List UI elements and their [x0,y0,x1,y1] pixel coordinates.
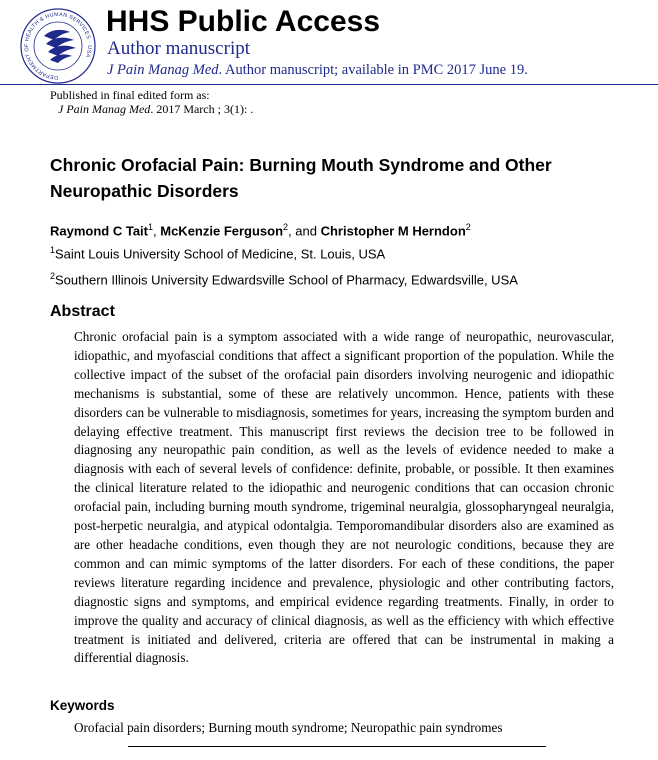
author-name[interactable]: Raymond C Tait [50,223,148,239]
affiliation [50,268,518,288]
author-affil-ref[interactable]: 1 [148,222,154,232]
published-citation [58,102,253,116]
author-name[interactable]: Christopher M Herndon [320,223,466,239]
published-citation-rest: . 2017 March ; 3(1): . [150,102,254,116]
affiliation-number: 1 [50,245,56,255]
keywords-text: Orofacial pain disorders; Burning mouth syndrome; Neuropathic pain syndromes [74,720,503,735]
affiliation-number: 2 [50,271,56,281]
affiliation-text: Saint Louis University School of Medicine, St. Louis, USA [55,246,386,262]
banner-title: HHS Public Access [106,5,380,38]
banner-citation [107,61,528,79]
author-list [50,219,471,239]
affiliation [50,242,385,262]
logo-ring-text: DEPARTMENT OF HEALTH & HUMAN SERVICES · USA [24,11,93,81]
banner-journal[interactable]: J Pain Manag Med [107,62,219,78]
published-journal[interactable]: J Pain Manag Med [58,102,151,116]
keywords-heading: Keywords [50,698,115,713]
author-separator: , and [288,223,321,239]
eagle-icon [44,30,76,63]
banner-divider [0,84,658,85]
banner-availability: . Author manuscript; available in PMC 2017 June 19. [218,62,528,78]
hhs-logo [14,6,102,86]
affiliation-text: Southern Illinois University Edwardsville School of Pharmacy, Edwardsville, USA [55,272,518,288]
abstract-text: Chronic orofacial pain is a symptom associated with a wide range of neuropathic, neurovascular, idiopathic, and myofascial conditions that affect a significant proportion of the population. While the collective impact of the subset of the orofacial pain disorders involving neurogenic and idiopathic mechanisms is substantial, some of these are relatively uncommon. Hence, patients with these disorders can be vulnerable to misdiagnosis, sometimes for years, increasing the symptom burden and delaying effective treatment. This manuscript first reviews the decision tree to be followed in diagnosing any neuropathic pain condition, as well as the levels of evidence needed to make a diagnosis with each of several levels of confidence: definite, probable, or possible. It then examines the clinical literature related to the idiopathic and neurogenic conditions that can occasion chronic orofacial pain, including burning mouth syndrome, trigeminal neuralgia, glossopharyngeal neuralgia, post-herpetic neuralgia, and atypical odontalgia. Temporomandibular disorders also are examined as are other headache conditions, even though they are not neurologic conditions, because they are common and can mimic symptoms of the latter disorders. For each of these conditions, the paper reviews literature regarding incidence and prevalence, physiologic and other contributing factors, diagnostic signs and symptoms, and empirical evidence regarding treatments. Finally, in order to improve the quality and accuracy of clinical diagnosis, as well as the efficiency with which effective treatment is initiated and delivered, criteria are offered that can be instrumental in making a differential diagnosis. [74,329,614,666]
author-affil-ref[interactable]: 2 [283,222,289,232]
author-name[interactable]: McKenzie Ferguson [160,223,284,239]
author-affil-ref[interactable]: 2 [465,222,471,232]
article-title: Chronic Orofacial Pain: Burning Mouth Syndrome and Other Neuropathic Disorders [50,155,552,201]
published-label: Published in final edited form as: [50,88,210,102]
abstract-heading: Abstract [50,303,115,320]
banner-subtitle: Author manuscript [107,38,251,59]
author-separator: , [153,223,161,239]
footnote-divider [128,746,546,747]
